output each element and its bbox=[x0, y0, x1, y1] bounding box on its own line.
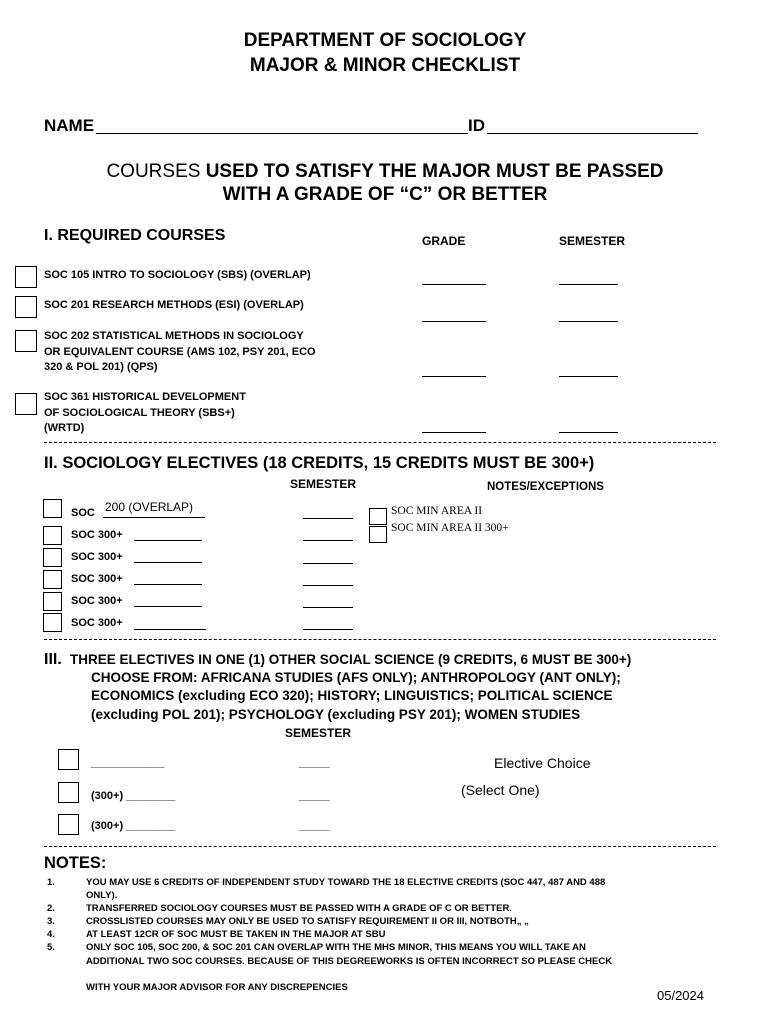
checkbox-soc201[interactable] bbox=[15, 296, 37, 318]
elective-3-label: SOC 300+ bbox=[71, 551, 123, 563]
elective-6-label: SOC 300+ bbox=[71, 617, 123, 629]
banner-line1 bbox=[0, 161, 770, 183]
course-soc201: SOC 201 RESEARCH METHODS (ESI) (OVERLAP) bbox=[44, 299, 304, 311]
section2-semester-header: SEMESTER bbox=[290, 477, 357, 491]
note-1-text-cont: ONLY). bbox=[86, 890, 118, 901]
elective-1-line bbox=[103, 517, 205, 518]
other-1-semester[interactable]: _____ bbox=[299, 757, 330, 769]
course-soc361-line1: SOC 361 HISTORICAL DEVELOPMENT bbox=[44, 391, 246, 403]
id-label: ID bbox=[468, 116, 485, 135]
notes-heading: NOTES: bbox=[44, 854, 107, 872]
checkbox-other-3[interactable] bbox=[58, 814, 79, 835]
elective-4-label: SOC 300+ bbox=[71, 573, 123, 585]
section3-line3: ECONOMICS (excluding ECO 320); HISTORY; LINGUISTICS; POLITICAL SCIENCE bbox=[91, 688, 613, 703]
other-3-field[interactable]: (300+) ________ bbox=[91, 820, 176, 832]
course-soc105: SOC 105 INTRO TO SOCIOLOGY (SBS) (OVERLAP) bbox=[44, 269, 311, 281]
checkbox-soc202[interactable] bbox=[15, 330, 37, 352]
semester-field-soc202[interactable] bbox=[559, 376, 618, 377]
banner-prefix: COURSES bbox=[106, 161, 206, 182]
select-one-label: (Select One) bbox=[461, 782, 540, 798]
other-3-semester[interactable]: _____ bbox=[299, 820, 330, 832]
elective-2-semester[interactable] bbox=[303, 540, 353, 541]
revision-date: 05/2024 bbox=[657, 988, 704, 1003]
course-soc202-line1: SOC 202 STATISTICAL METHODS IN SOCIOLOGY bbox=[44, 330, 304, 342]
checkbox-elective-1[interactable] bbox=[43, 499, 62, 518]
elective-6-field[interactable] bbox=[134, 629, 206, 630]
note-3-number: 3. bbox=[47, 916, 55, 927]
note-3-text: CROSSLISTED COURSES MAY ONLY BE USED TO SATISFY REQUIREMENT II OR III, NOTBOTH„ „ bbox=[86, 916, 529, 927]
grade-field-soc361[interactable] bbox=[422, 432, 486, 433]
semester-header: SEMESTER bbox=[559, 234, 626, 248]
elective-4-field[interactable] bbox=[134, 584, 202, 585]
checkbox-other-2[interactable] bbox=[58, 782, 79, 803]
id-field[interactable] bbox=[487, 133, 698, 134]
note-2-number: 2. bbox=[47, 903, 55, 914]
note-4-number: 4. bbox=[47, 929, 55, 940]
elective-3-field[interactable] bbox=[134, 562, 202, 563]
other-1-field[interactable]: ____________ bbox=[91, 757, 165, 769]
checkbox-soc361[interactable] bbox=[15, 393, 37, 415]
note-5-text-cont: ADDITIONAL TWO SOC COURSES. BECAUSE OF THIS DEGREEWORKS IS OFTEN INCORRECT SO PLEASE CHECK bbox=[86, 956, 613, 967]
section3-line2: CHOOSE FROM: AFRICANA STUDIES (AFS ONLY); ANTHROPOLOGY (ANT ONLY); bbox=[91, 670, 621, 685]
checkbox-elective-2[interactable] bbox=[43, 526, 62, 545]
course-soc361-line2: OF SOCIOLOGICAL THEORY (SBS+) bbox=[44, 407, 235, 419]
elective-2-label: SOC 300+ bbox=[71, 529, 123, 541]
checkbox-soc105[interactable] bbox=[15, 266, 37, 288]
other-2-semester[interactable]: _____ bbox=[299, 790, 330, 802]
grade-field-soc201[interactable] bbox=[422, 321, 486, 322]
semester-field-soc105[interactable] bbox=[559, 284, 618, 285]
checkbox-elective-6[interactable] bbox=[43, 613, 62, 632]
semester-field-soc201[interactable] bbox=[559, 321, 618, 322]
grade-field-soc202[interactable] bbox=[422, 376, 486, 377]
section3-line4: (excluding POL 201); PSYCHOLOGY (excluding PSY 201); WOMEN STUDIES bbox=[91, 707, 581, 722]
elective-6-semester[interactable] bbox=[303, 629, 353, 630]
grade-header: GRADE bbox=[422, 234, 466, 248]
elective-1-prefix: SOC bbox=[71, 507, 95, 519]
elective-1-value[interactable]: 200 (OVERLAP) bbox=[105, 500, 194, 514]
elective-5-field[interactable] bbox=[134, 606, 202, 607]
elective-3-semester[interactable] bbox=[303, 563, 353, 564]
checkbox-min-area-ii[interactable] bbox=[369, 508, 387, 525]
elective-5-semester[interactable] bbox=[303, 607, 353, 608]
elective-choice-label: Elective Choice bbox=[494, 755, 591, 771]
section3-line1: THREE ELECTIVES IN ONE (1) OTHER SOCIAL SCIENCE (9 CREDITS, 6 MUST BE 300+) bbox=[70, 652, 632, 667]
course-soc202-line2: OR EQUIVALENT COURSE (AMS 102, PSY 201, ECO bbox=[44, 346, 316, 358]
note-1-number: 1. bbox=[47, 877, 55, 888]
note-5-number: 5. bbox=[47, 942, 55, 953]
section1-heading: I. REQUIRED COURSES bbox=[44, 227, 226, 244]
divider bbox=[44, 442, 716, 443]
name-label: NAME bbox=[44, 116, 95, 135]
section3-number: III. bbox=[44, 651, 62, 668]
course-soc361-line3: (WRTD) bbox=[44, 422, 85, 434]
divider bbox=[44, 846, 716, 847]
checklist-title: MAJOR & MINOR CHECKLIST bbox=[249, 55, 521, 76]
other-2-field[interactable]: (300+) ________ bbox=[91, 790, 176, 802]
min-area-ii-300-label: SOC MIN AREA II 300+ bbox=[391, 522, 509, 534]
checkbox-elective-4[interactable] bbox=[43, 570, 62, 589]
banner-line2: WITH A GRADE OF “C” OR BETTER bbox=[222, 184, 548, 205]
section2-heading: II. SOCIOLOGY ELECTIVES (18 CREDITS, 15 CREDITS MUST BE 300+) bbox=[44, 454, 595, 472]
min-area-ii-label: SOC MIN AREA II bbox=[391, 505, 483, 517]
checkbox-elective-5[interactable] bbox=[43, 592, 62, 611]
elective-5-label: SOC 300+ bbox=[71, 595, 123, 607]
checkbox-other-1[interactable] bbox=[58, 749, 79, 770]
grade-field-soc105[interactable] bbox=[422, 284, 486, 285]
banner-line1-rest: USED TO SATISFY THE MAJOR MUST BE PASSED bbox=[205, 161, 664, 182]
elective-2-field[interactable] bbox=[134, 540, 202, 541]
name-field[interactable] bbox=[96, 133, 468, 134]
note-4-text: AT LEAST 12CR OF SOC MUST BE TAKEN IN THE MAJOR AT SBU bbox=[86, 929, 386, 940]
department-title: DEPARTMENT OF SOCIOLOGY bbox=[243, 30, 527, 51]
elective-1-semester[interactable] bbox=[303, 518, 353, 519]
semester-field-soc361[interactable] bbox=[559, 432, 618, 433]
elective-4-semester[interactable] bbox=[303, 585, 353, 586]
section3-semester-header: SEMESTER bbox=[285, 726, 352, 740]
divider bbox=[44, 639, 716, 640]
note-2-text: TRANSFERRED SOCIOLOGY COURSES MUST BE PASSED WITH A GRADE OF C OR BETTER. bbox=[86, 903, 512, 914]
notes-exceptions-header: NOTES/EXCEPTIONS bbox=[487, 481, 604, 493]
note-1-text: YOU MAY USE 6 CREDITS OF INDEPENDENT STUDY TOWARD THE 18 ELECTIVE CREDITS (SOC 447, 487 AND 488 bbox=[86, 877, 606, 888]
checkbox-elective-3[interactable] bbox=[43, 548, 62, 567]
notes-final-line: WITH YOUR MAJOR ADVISOR FOR ANY DISCREPENCIES bbox=[86, 982, 348, 993]
note-5-text: ONLY SOC 105, SOC 200, & SOC 201 CAN OVERLAP WITH THE MHS MINOR, THIS MEANS YOU WILL TAKE AN bbox=[86, 942, 586, 953]
checkbox-min-area-ii-300[interactable] bbox=[369, 526, 387, 543]
course-soc202-line3: 320 & POL 201) (QPS) bbox=[44, 361, 158, 373]
